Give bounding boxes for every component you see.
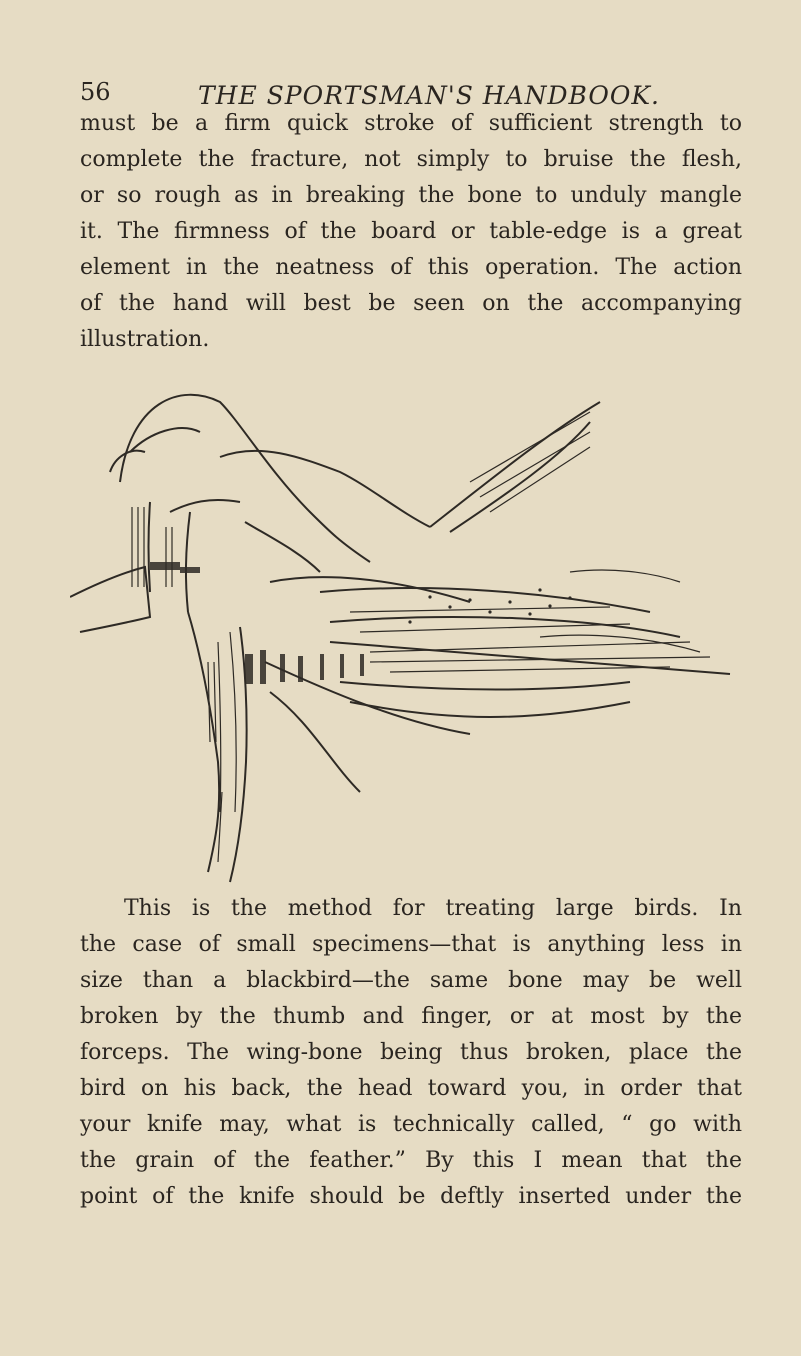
text-line: bird on his back, the head toward you, in order that	[80, 1076, 742, 1101]
text-line: the grain of the feather.” By this I mean that the	[80, 1148, 742, 1173]
text-line: complete the fracture, not simply to bruise the flesh,	[80, 147, 742, 172]
text-line: This is the method for treating large birds. In	[124, 896, 742, 921]
wing-breaking-illustration	[70, 362, 740, 894]
text-line: the case of small specimens—that is anything less in	[80, 932, 742, 957]
text-line: broken by the thumb and finger, or at most by the	[80, 1004, 742, 1029]
text-line: your knife may, what is technically called, “ go with	[80, 1112, 742, 1137]
text-line: or so rough as in breaking the bone to unduly mangle	[80, 183, 742, 208]
running-title: THE SPORTSMAN'S HANDBOOK.	[198, 81, 660, 110]
page-number: 56	[80, 78, 111, 106]
text-line: illustration.	[80, 327, 210, 352]
text-line: must be a firm quick stroke of sufficient strength to	[80, 111, 742, 136]
paragraph-top	[80, 106, 742, 358]
text-line: forceps. The wing-bone being thus broken, place the	[80, 1040, 742, 1065]
text-line: point of the knife should be deftly inserted under the	[80, 1184, 742, 1209]
text-line: element in the neatness of this operation. The action	[80, 255, 742, 280]
text-line: it. The firmness of the board or table-edge is a great	[80, 219, 742, 244]
text-line: size than a blackbird—the same bone may be well	[80, 968, 742, 993]
text-line: of the hand will best be seen on the accompanying	[80, 291, 742, 316]
paragraph-bottom	[80, 891, 742, 1215]
hand-and-wing-engraving	[70, 362, 740, 894]
